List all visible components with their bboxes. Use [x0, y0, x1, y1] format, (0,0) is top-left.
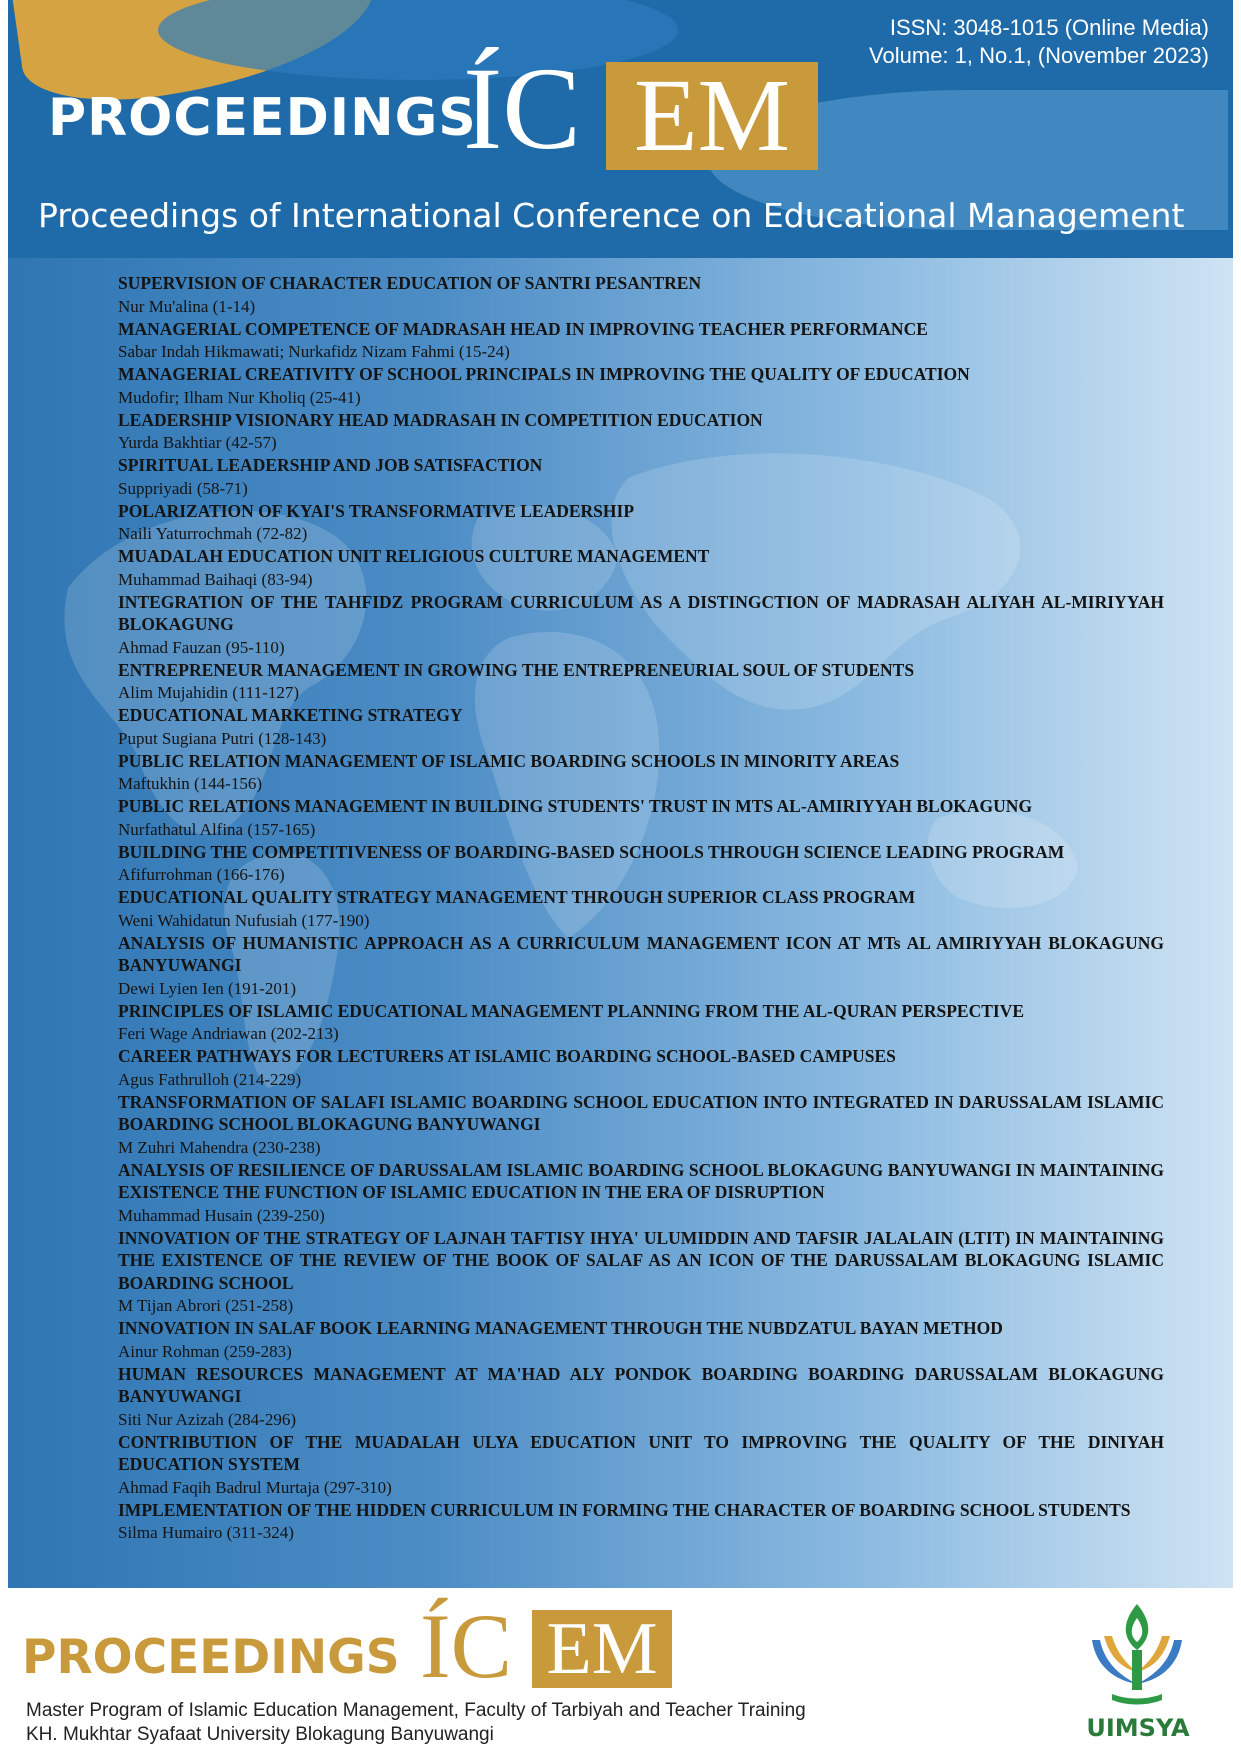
article-title: LEADERSHIP VISIONARY HEAD MADRASAH IN COMPETITION EDUCATION	[118, 409, 763, 430]
article-title: PUBLIC RELATIONS MANAGEMENT IN BUILDING STUDENTS' TRUST IN MTS AL-AMIRIYYAH BLOKAGUNG	[118, 796, 1033, 816]
article-author: Ainur Rohman (259-283)	[118, 1341, 292, 1361]
footer-logo-word: PROCEEDINGS	[22, 1630, 400, 1685]
article-title: MANAGERIAL CREATIVITY OF SCHOOL PRINCIPALS IN IMPROVING THE QUALITY OF EDUCATION	[118, 364, 970, 384]
article-author: Maftukhin (144-156)	[118, 774, 263, 793]
article-author: M Tijan Abrori (251-258)	[118, 1296, 294, 1315]
journal-subtitle: Proceedings of International Conference on Educational Management	[38, 196, 1185, 235]
article-author: Siti Nur Azizah (284-296)	[118, 1409, 296, 1429]
toc-entry	[118, 500, 1164, 546]
toc-list	[118, 272, 1164, 1544]
article-title: INNOVATION IN SALAF BOOK LEARNING MANAGEMENT THROUGH THE NUBDZATUL BAYAN METHOD	[118, 1318, 1003, 1338]
article-title: POLARIZATION OF KYAI'S TRANSFORMATIVE LEADERSHIP	[118, 500, 635, 521]
article-author: Naili Yaturrochmah (72-82)	[118, 524, 308, 543]
cover-header	[8, 0, 1233, 258]
article-title: ANALYSIS OF HUMANISTIC APPROACH AS A CURRICULUM MANAGEMENT ICON AT MTs AL AMIRIYYAH BLOKAGUNG BANYUWANGI	[118, 932, 1164, 975]
toc-entry	[118, 1431, 1164, 1499]
article-author: Mudofir; Ilham Nur Kholiq (25-41)	[118, 387, 361, 407]
footer-logo-ic: ÍC	[420, 1595, 512, 1697]
article-title: INTEGRATION OF THE TAHFIDZ PROGRAM CURRICULUM AS A DISTINGCTION OF MADRASAH ALIYAH AL-MIRIYYAH BLOKAGUNG	[118, 591, 1164, 634]
issn-block	[869, 14, 1209, 70]
article-title: EDUCATIONAL QUALITY STRATEGY MANAGEMENT THROUGH SUPERIOR CLASS PROGRAM	[118, 887, 916, 907]
toc-entry	[118, 795, 1164, 841]
article-author: Afifurrohman (166-176)	[118, 865, 285, 884]
article-title: PUBLIC RELATION MANAGEMENT OF ISLAMIC BOARDING SCHOOLS IN MINORITY AREAS	[118, 750, 900, 771]
university-logo-icon	[1082, 1600, 1192, 1710]
toc-entry	[118, 704, 1164, 750]
article-author: Weni Wahidatun Nufusiah (177-190)	[118, 910, 370, 930]
volume-text: Volume: 1, No.1, (November 2023)	[869, 43, 1209, 68]
university-line: KH. Mukhtar Syafaat University Blokagung Banyuwangi	[26, 1724, 494, 1745]
toc-entry	[118, 363, 1164, 409]
article-author: Ahmad Faqih Badrul Murtaja (297-310)	[118, 1477, 392, 1497]
article-title: SUPERVISION OF CHARACTER EDUCATION OF SANTRI PESANTREN	[118, 273, 702, 293]
article-author: M Zuhri Mahendra (230-238)	[118, 1137, 321, 1157]
article-title: MANAGERIAL COMPETENCE OF MADRASAH HEAD IN IMPROVING TEACHER PERFORMANCE	[118, 318, 928, 339]
toc-entry	[118, 1227, 1164, 1318]
logo-em: EM	[606, 62, 818, 170]
toc-entry	[118, 1159, 1164, 1227]
article-title: INNOVATION OF THE STRATEGY OF LAJNAH TAFTISY IHYA' ULUMIDDIN AND TAFSIR JALALAIN (LTIT) IN MAINTAINING THE EXISTENCE OF THE REVIEW OF THE BOOK OF SALAF AS AN ICON OF THE DARUSSALAM BLOKAGUNG ISLAMIC BOARDING SCHOOL	[118, 1227, 1164, 1293]
toc-entry	[118, 272, 1164, 318]
toc-entry	[118, 1317, 1164, 1363]
article-author: Sabar Indah Hikmawati; Nurkafidz Nizam Fahmi (15-24)	[118, 342, 510, 361]
article-author: Feri Wage Andriawan (202-213)	[118, 1024, 339, 1043]
article-author: Puput Sugiana Putri (128-143)	[118, 728, 327, 748]
toc-entry	[118, 591, 1164, 659]
toc-entry	[118, 1499, 1164, 1545]
toc-entry	[118, 932, 1164, 1000]
toc-entry	[118, 1363, 1164, 1431]
article-title: SPIRITUAL LEADERSHIP AND JOB SATISFACTION	[118, 455, 543, 475]
article-title: CAREER PATHWAYS FOR LECTURERS AT ISLAMIC BOARDING SCHOOL-BASED CAMPUSES	[118, 1046, 896, 1066]
toc-entry	[118, 1000, 1164, 1046]
article-title: ANALYSIS OF RESILIENCE OF DARUSSALAM ISLAMIC BOARDING SCHOOL BLOKAGUNG BANYUWANGI IN MAINTAINING EXISTENCE THE FUNCTION OF ISLAMIC EDUCATION IN THE ERA OF DISRUPTION	[118, 1159, 1164, 1202]
toc-entry	[118, 750, 1164, 796]
article-title: IMPLEMENTATION OF THE HIDDEN CURRICULUM IN FORMING THE CHARACTER OF BOARDING SCHOOL STUDENTS	[118, 1499, 1131, 1520]
article-author: Nur Mu'alina (1-14)	[118, 296, 256, 316]
article-author: Alim Mujahidin (111-127)	[118, 683, 299, 702]
article-title: MUADALAH EDUCATION UNIT RELIGIOUS CULTURE MANAGEMENT	[118, 546, 710, 566]
article-author: Nurfathatul Alfina (157-165)	[118, 819, 316, 839]
toc-entry	[118, 454, 1164, 500]
article-title: TRANSFORMATION OF SALAFI ISLAMIC BOARDING SCHOOL EDUCATION INTO INTEGRATED IN DARUSSALAM ISLAMIC BOARDING SCHOOL BLOKAGUNG BANYUWANGI	[118, 1091, 1164, 1134]
article-author: Muhammad Husain (239-250)	[118, 1205, 325, 1225]
toc-entry	[118, 1045, 1164, 1091]
logo-ic: ÍC	[463, 43, 581, 174]
article-author: Suppriyadi (58-71)	[118, 478, 248, 498]
toc-entry	[118, 886, 1164, 932]
article-title: EDUCATIONAL MARKETING STRATEGY	[118, 705, 463, 725]
toc-entry	[118, 1091, 1164, 1159]
toc-entry	[118, 545, 1164, 591]
toc-entry	[118, 318, 1164, 364]
program-line: Master Program of Islamic Education Management, Faculty of Tarbiyah and Teacher Training	[26, 1700, 806, 1721]
table-of-contents-panel	[8, 258, 1233, 1588]
logo-word: PROCEEDINGS	[48, 88, 477, 148]
article-title: PRINCIPLES OF ISLAMIC EDUCATIONAL MANAGEMENT PLANNING FROM THE AL-QURAN PERSPECTIVE	[118, 1000, 1025, 1021]
issn-text: ISSN: 3048-1015 (Online Media)	[889, 15, 1209, 40]
article-author: Yurda Bakhtiar (42-57)	[118, 433, 277, 452]
article-author: Agus Fathrulloh (214-229)	[118, 1069, 302, 1089]
footer-logo-em: EM	[532, 1610, 672, 1688]
article-title: BUILDING THE COMPETITIVENESS OF BOARDING-BASED SCHOOLS THROUGH SCIENCE LEADING PROGRAM	[118, 841, 1065, 862]
toc-entry	[118, 409, 1164, 455]
article-author: Dewi Lyien Ien (191-201)	[118, 978, 296, 998]
article-author: Ahmad Fauzan (95-110)	[118, 637, 285, 657]
article-title: HUMAN RESOURCES MANAGEMENT AT MA'HAD ALY PONDOK BOARDING BOARDING DARUSSALAM BLOKAGUNG BANYUWANGI	[118, 1363, 1164, 1406]
university-name: UIMSYA	[1086, 1714, 1190, 1742]
toc-entry	[118, 841, 1164, 887]
toc-entry	[118, 659, 1164, 705]
article-title: CONTRIBUTION OF THE MUADALAH ULYA EDUCATION UNIT TO IMPROVING THE QUALITY OF THE DINIYAH EDUCATION SYSTEM	[118, 1431, 1164, 1474]
cover-footer	[0, 1588, 1241, 1754]
article-author: Silma Humairo (311-324)	[118, 1523, 294, 1542]
article-title: ENTREPRENEUR MANAGEMENT IN GROWING THE ENTREPRENEURIAL SOUL OF STUDENTS	[118, 659, 915, 680]
article-author: Muhammad Baihaqi (83-94)	[118, 569, 313, 589]
